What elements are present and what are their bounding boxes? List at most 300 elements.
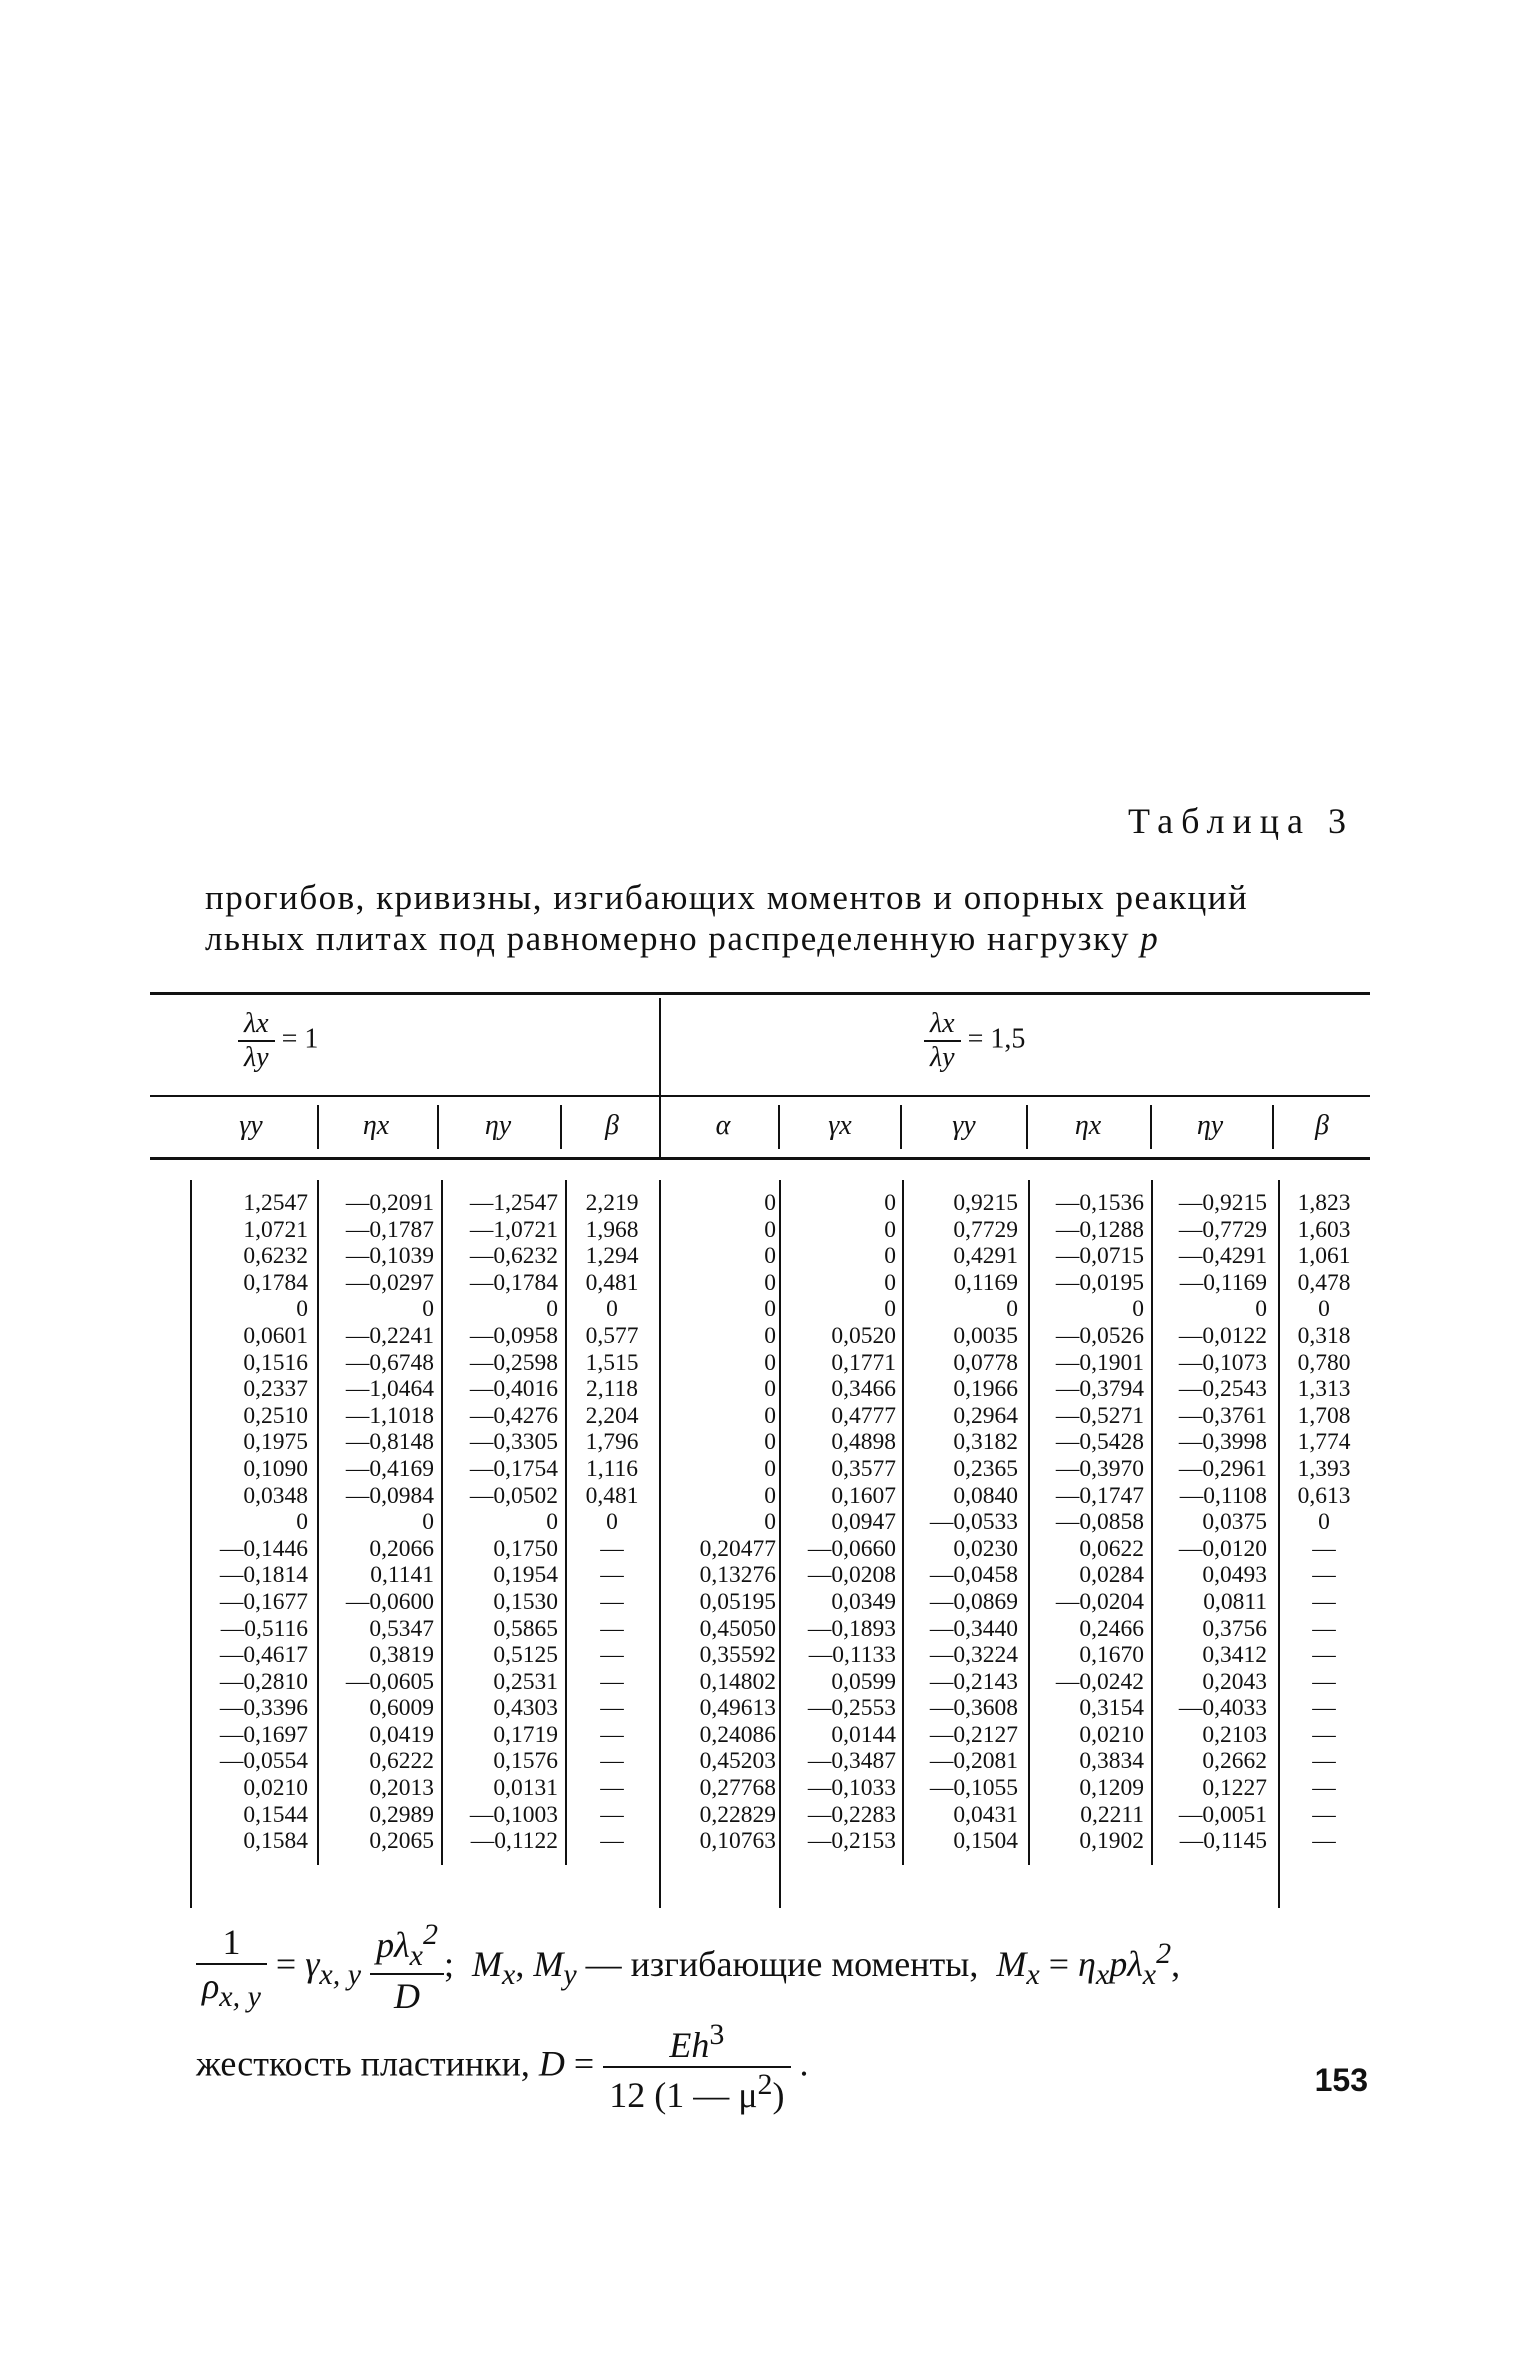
- table-cell: 0,1544: [243, 1801, 308, 1828]
- table-cell: 0: [1318, 1296, 1330, 1323]
- header-sep: [317, 1105, 319, 1149]
- table-cell: 0: [764, 1376, 776, 1403]
- column-right-gamma-y: [906, 1190, 1018, 1855]
- table-cell: —0,4276: [469, 1402, 558, 1429]
- table-cell: 0: [1318, 1509, 1330, 1536]
- table-cell: —: [1312, 1775, 1336, 1802]
- table-cell: —0,0458: [929, 1562, 1018, 1589]
- ratio-fraction-right: $\frac{\lambda x}{\lambda y}$: [924, 1008, 961, 1074]
- table-cell: —0,1145: [1179, 1828, 1267, 1855]
- column-rule: [902, 1180, 904, 1865]
- table-cell: —0,0715: [1055, 1243, 1144, 1270]
- table-cell: 0,2103: [1202, 1721, 1267, 1748]
- table-cell: —0,2127: [929, 1721, 1018, 1748]
- column-right-gamma-x: [784, 1190, 896, 1855]
- caption-line-2-text: льных плитах под равномерно распределенную нагрузку: [205, 919, 1130, 958]
- table-cell: —0,2081: [929, 1748, 1018, 1775]
- table-cell: 0,7729: [953, 1216, 1018, 1243]
- table-cell: 0: [764, 1243, 776, 1270]
- table-cell: —0,3440: [929, 1615, 1018, 1642]
- table-cell: 0,22829: [699, 1801, 776, 1828]
- column-left-beta: [568, 1190, 656, 1855]
- header-sep: [1272, 1105, 1274, 1149]
- table-cell: —0,1169: [1179, 1269, 1267, 1296]
- table-cell: —1,1018: [345, 1402, 434, 1429]
- table-cell: —0,5271: [1055, 1402, 1144, 1429]
- table-cell: —: [1312, 1721, 1336, 1748]
- table-cell: 0,2013: [369, 1775, 434, 1802]
- table-cell: —0,4033: [1178, 1695, 1267, 1722]
- table-cell: —0,1893: [807, 1615, 896, 1642]
- table-cell: 0: [884, 1190, 896, 1216]
- table-cell: —0,0051: [1178, 1801, 1267, 1828]
- table-cell: —0,5428: [1055, 1429, 1144, 1456]
- table-cell: 0,6009: [369, 1695, 434, 1722]
- footer-formula-1: $\frac{1}{\rho_{x, y}}$ = $\gamma_{x, y}$ $\frac{p\lambda_x^2}{D}$ ; $M_x$, $M_y$ — изгибающие моменты, $M_x = \eta_xp\lambda_x^2$,: [196, 1918, 1180, 2017]
- table-cell: 0,0419: [369, 1721, 434, 1748]
- table-cell: —1,0464: [345, 1376, 434, 1403]
- footer-formula-2: жесткость пластинки, D = $\frac{Eh^3}{12 (1 — \mu^2)}$ .: [196, 2018, 809, 2115]
- table-cell: 2,118: [585, 1376, 638, 1403]
- table-cell: —: [600, 1535, 624, 1562]
- table-cell: —0,2598: [469, 1349, 558, 1376]
- header-sep: [1150, 1105, 1152, 1149]
- table-cell: —0,1784: [469, 1269, 558, 1296]
- table-cell: 1,393: [1297, 1455, 1351, 1482]
- table-cell: 0,0284: [1079, 1562, 1144, 1589]
- table-cell: 0: [764, 1269, 776, 1296]
- table-cell: 0,2466: [1079, 1615, 1144, 1642]
- load-symbol: p: [1140, 919, 1160, 958]
- table-cell: 0,1771: [831, 1349, 896, 1376]
- header-left-eta-x: ηx: [362, 1110, 390, 1141]
- table-cell: 0,318: [1297, 1322, 1351, 1349]
- table-cell: 0: [764, 1429, 776, 1456]
- table-cell: 0,3756: [1202, 1615, 1267, 1642]
- column-rule: [1278, 1180, 1280, 1908]
- stiffness-fraction: $\frac{Eh^3}{12 (1 — \mu^2)}$: [603, 2018, 790, 2116]
- table-cell: 1,313: [1297, 1376, 1351, 1403]
- table-cell: 0,0375: [1202, 1509, 1267, 1536]
- table-cell: 0,5347: [369, 1615, 434, 1642]
- table-cell: 0,1954: [493, 1562, 558, 1589]
- table-cell: 1,823: [1297, 1190, 1351, 1216]
- table-cell: —0,1055: [929, 1775, 1018, 1802]
- table-cell: 0,0348: [243, 1482, 308, 1509]
- table-cell: —0,2283: [807, 1801, 896, 1828]
- table-cell: —0,0502: [469, 1482, 558, 1509]
- group-divider: [659, 998, 661, 1158]
- table-cell: —0,0122: [1178, 1322, 1267, 1349]
- table-cell: 1,294: [585, 1243, 639, 1270]
- table-cell: —0,3396: [219, 1695, 308, 1722]
- table-cell: —: [600, 1801, 624, 1828]
- table-cell: 0,2211: [1080, 1801, 1144, 1828]
- table-cell: 0,1966: [953, 1376, 1018, 1403]
- table-cell: 0,1209: [1079, 1775, 1144, 1802]
- table-cell: 0,2337: [243, 1376, 308, 1403]
- table-cell: —0,1039: [345, 1243, 434, 1270]
- load-fraction: $\frac{p\lambda_x^2}{D}$: [370, 1918, 444, 2017]
- table-cell: —0,0958: [469, 1322, 558, 1349]
- table-cell: —0,3608: [929, 1695, 1018, 1722]
- header-right-gamma-x: γx: [828, 1110, 852, 1141]
- page-number: 153: [1314, 2062, 1368, 2098]
- table-cell: —0,6232: [469, 1243, 558, 1270]
- table-cell: 0,4898: [831, 1429, 896, 1456]
- table-cell: 0,3834: [1079, 1748, 1144, 1775]
- table-cell: —0,6748: [345, 1349, 434, 1376]
- table-cell: 0,9215: [953, 1190, 1018, 1216]
- table-cell: 0: [764, 1509, 776, 1536]
- column-right-beta: [1282, 1190, 1366, 1855]
- table-cell: 0,1750: [493, 1535, 558, 1562]
- table-cell: —: [1312, 1748, 1336, 1775]
- header-right-eta-y: ηy: [1196, 1110, 1224, 1141]
- table-cell: —0,0984: [345, 1482, 434, 1509]
- table-cell: 0,3819: [369, 1642, 434, 1669]
- table-cell: 0: [606, 1509, 618, 1536]
- table-cell: 0,1719: [493, 1721, 558, 1748]
- table-cell: —0,2553: [807, 1695, 896, 1722]
- table-cell: —0,1288: [1055, 1216, 1144, 1243]
- table-cell: —0,0869: [929, 1588, 1018, 1615]
- table-cell: 0,1902: [1079, 1828, 1144, 1855]
- table-cell: 0: [296, 1296, 308, 1323]
- header-sep: [560, 1105, 562, 1149]
- table-cell: —0,2961: [1178, 1455, 1267, 1482]
- column-right-alpha: [664, 1190, 776, 1855]
- table-cell: 0,35592: [699, 1642, 776, 1669]
- table-cell: 0: [546, 1509, 558, 1536]
- table-cell: —0,2543: [1178, 1376, 1267, 1403]
- table-cell: 0,0601: [243, 1322, 308, 1349]
- table-cell: 0,1504: [953, 1828, 1018, 1855]
- table-cell: —0,0297: [345, 1269, 434, 1296]
- table-cell: —0,1003: [469, 1801, 558, 1828]
- header-right-beta: β: [1315, 1110, 1329, 1141]
- column-rule: [1151, 1180, 1153, 1865]
- table-cell: 0: [1255, 1296, 1267, 1323]
- table-cell: 0,0622: [1079, 1535, 1144, 1562]
- table-cell: 0: [764, 1482, 776, 1509]
- table-cell: —: [600, 1642, 624, 1669]
- table-cell: —0,1108: [1179, 1482, 1267, 1509]
- table-cell: 0,1584: [243, 1828, 308, 1855]
- table-cell: 0: [884, 1216, 896, 1243]
- header-sep: [1026, 1105, 1028, 1149]
- table-cell: 2,204: [585, 1402, 639, 1429]
- table-cell: 0,4303: [493, 1695, 558, 1722]
- table-cell: 0: [764, 1296, 776, 1323]
- table-cell: 0,1530: [493, 1588, 558, 1615]
- table-cell: 1,603: [1297, 1216, 1351, 1243]
- table-cell: —0,3761: [1178, 1402, 1267, 1429]
- table-cell: —0,0554: [219, 1748, 308, 1775]
- table-cell: —0,1677: [219, 1588, 308, 1615]
- curvature-fraction: $\frac{1}{\rho_{x, y}}$: [196, 1921, 267, 2014]
- table-cell: —0,2091: [345, 1190, 434, 1216]
- column-left-eta-y: [446, 1190, 558, 1855]
- table-cell: 0,3466: [831, 1376, 896, 1403]
- column-left-eta-x: [322, 1190, 434, 1855]
- table-cell: —0,1901: [1055, 1349, 1144, 1376]
- table-cell: 0: [884, 1243, 896, 1270]
- table-cell: —0,0660: [807, 1535, 896, 1562]
- table-cell: —: [1312, 1535, 1336, 1562]
- table-cell: 1,968: [585, 1216, 639, 1243]
- table-cell: 2,219: [585, 1190, 639, 1216]
- table-cell: 0: [422, 1296, 434, 1323]
- table-cell: 1,0721: [243, 1216, 308, 1243]
- table-cell: 0,780: [1297, 1349, 1351, 1376]
- table-cell: —0,1133: [808, 1642, 896, 1669]
- table-cell: 0,45050: [699, 1615, 776, 1642]
- table-top-rule: [150, 992, 1370, 995]
- table-cell: 0,0131: [493, 1775, 558, 1802]
- header-left-gamma-y: γy: [239, 1110, 263, 1141]
- table-cell: 1,2547: [243, 1190, 308, 1216]
- table-cell: —: [600, 1721, 624, 1748]
- table-cell: —: [600, 1695, 624, 1722]
- table-cell: —0,1747: [1055, 1482, 1144, 1509]
- table-cell: 0,478: [1297, 1269, 1351, 1296]
- table-cell: 0: [764, 1349, 776, 1376]
- column-rule: [317, 1180, 319, 1865]
- table-cell: 0,0840: [953, 1482, 1018, 1509]
- table-cell: 1,116: [585, 1455, 638, 1482]
- column-rule: [779, 1180, 781, 1908]
- table-cell: —0,3305: [469, 1429, 558, 1456]
- table-cell: 0,10763: [699, 1828, 776, 1855]
- table-cell: —0,2810: [219, 1668, 308, 1695]
- table-cell: 0,45203: [699, 1748, 776, 1775]
- table-cell: 0: [764, 1322, 776, 1349]
- table-cell: 0,0035: [953, 1322, 1018, 1349]
- table-cell: 0,0520: [831, 1322, 896, 1349]
- table-cell: 0,0811: [1203, 1588, 1267, 1615]
- table-cell: 0,2531: [493, 1668, 558, 1695]
- table-cell: 0: [764, 1455, 776, 1482]
- table-cell: 1,774: [1297, 1429, 1351, 1456]
- table-cell: 0,4777: [831, 1402, 896, 1429]
- group-header-left: $\frac{\lambda x}{\lambda y}$ = 1: [238, 1008, 318, 1074]
- table-cell: 0,2964: [953, 1402, 1018, 1429]
- table-cell: —: [600, 1615, 624, 1642]
- table-cell: —: [600, 1562, 624, 1589]
- table-cell: 0,2065: [369, 1828, 434, 1855]
- table-cell: 0,13276: [699, 1562, 776, 1589]
- table-cell: —: [1312, 1642, 1336, 1669]
- table-cell: 1,061: [1297, 1243, 1351, 1270]
- table-cell: 0: [764, 1190, 776, 1216]
- table-cell: 0,5125: [493, 1642, 558, 1669]
- table-cell: —0,3970: [1055, 1455, 1144, 1482]
- table-cell: 0: [606, 1296, 618, 1323]
- table-cell: —0,2241: [345, 1322, 434, 1349]
- table-cell: —0,4291: [1178, 1243, 1267, 1270]
- table-cell: 0,2989: [369, 1801, 434, 1828]
- table-cell: —0,3794: [1055, 1376, 1144, 1403]
- table-cell: —: [600, 1775, 624, 1802]
- table-cell: 1,796: [585, 1429, 639, 1456]
- header-right-gamma-y: γy: [952, 1110, 976, 1141]
- table-cell: 0,0349: [831, 1588, 896, 1615]
- table-cell: —: [1312, 1801, 1336, 1828]
- table-cell: 0,3182: [953, 1429, 1018, 1456]
- table-cell: 0,3577: [831, 1455, 896, 1482]
- table-cell: 0,05195: [699, 1588, 776, 1615]
- table-cell: —0,1446: [219, 1535, 308, 1562]
- moments-text: — изгибающие моменты,: [585, 1943, 979, 1984]
- column-right-eta-x: [1032, 1190, 1144, 1855]
- table-cell: 0,1576: [493, 1748, 558, 1775]
- table-cell: —0,9215: [1178, 1190, 1267, 1216]
- table-cell: 0,1169: [954, 1269, 1018, 1296]
- table-cell: —0,0858: [1055, 1509, 1144, 1536]
- table-cell: —: [1312, 1668, 1336, 1695]
- table-cell: 0: [884, 1296, 896, 1323]
- table-cell: 0: [764, 1402, 776, 1429]
- table-cell: —0,8148: [345, 1429, 434, 1456]
- table-cell: 0,14802: [699, 1668, 776, 1695]
- table-cell: 0: [884, 1269, 896, 1296]
- table-cell: 0,6232: [243, 1243, 308, 1270]
- column-right-eta-y: [1155, 1190, 1267, 1855]
- table-cell: 1,708: [1297, 1402, 1351, 1429]
- table-cell: —0,3998: [1178, 1429, 1267, 1456]
- table-cell: —0,0533: [929, 1509, 1018, 1536]
- table-cell: 0,0230: [953, 1535, 1018, 1562]
- table-cell: 0,1090: [243, 1455, 308, 1482]
- table-cell: 0,613: [1297, 1482, 1351, 1509]
- header-mid-rule: [150, 1095, 1370, 1097]
- table-cell: 0,1141: [370, 1562, 434, 1589]
- table-cell: —0,1787: [345, 1216, 434, 1243]
- table-cell: 0: [1132, 1296, 1144, 1323]
- table-cell: —0,3487: [807, 1748, 896, 1775]
- table-cell: 0,1516: [243, 1349, 308, 1376]
- table-cell: —0,0208: [807, 1562, 896, 1589]
- table-cell: 0,3412: [1202, 1642, 1267, 1669]
- column-left-gamma-y: [195, 1190, 308, 1855]
- column-rule: [659, 1180, 661, 1908]
- header-left-beta: β: [605, 1110, 619, 1141]
- column-rule: [190, 1180, 192, 1908]
- table-cell: —0,5116: [220, 1615, 308, 1642]
- group-header-right: $\frac{\lambda x}{\lambda y}$ = 1,5: [924, 1008, 1025, 1074]
- table-cell: 0,1607: [831, 1482, 896, 1509]
- table-cell: —1,0721: [469, 1216, 558, 1243]
- header-right-eta-x: ηx: [1074, 1110, 1102, 1141]
- table-cell: 0,27768: [699, 1775, 776, 1802]
- header-sep: [437, 1105, 439, 1149]
- table-cell: 0,2066: [369, 1535, 434, 1562]
- stiffness-text: жесткость пластинки,: [196, 2043, 530, 2084]
- table-cell: —0,3224: [929, 1642, 1018, 1669]
- table-cell: 0,481: [585, 1482, 639, 1509]
- table-cell: 0,2365: [953, 1455, 1018, 1482]
- header-bottom-rule: [150, 1157, 1370, 1160]
- header-sep: [900, 1105, 902, 1149]
- header-left-eta-y: ηy: [484, 1110, 512, 1141]
- table-cell: 0,49613: [699, 1695, 776, 1722]
- table-cell: 0: [764, 1216, 776, 1243]
- table-cell: —0,0204: [1055, 1588, 1144, 1615]
- table-cell: 0,2510: [243, 1402, 308, 1429]
- table-cell: 0,2043: [1202, 1668, 1267, 1695]
- caption-line-2: [205, 919, 1159, 959]
- table-cell: —0,2153: [807, 1828, 896, 1855]
- table-cell: —: [600, 1748, 624, 1775]
- table-cell: —0,0526: [1055, 1322, 1144, 1349]
- table-cell: 0,1975: [243, 1429, 308, 1456]
- table-cell: —0,0120: [1178, 1535, 1267, 1562]
- table-cell: —: [1312, 1615, 1336, 1642]
- table-cell: 0,0210: [1079, 1721, 1144, 1748]
- table-cell: —0,4169: [345, 1455, 434, 1482]
- table-cell: 0: [546, 1296, 558, 1323]
- table-cell: 0,577: [585, 1322, 639, 1349]
- table-cell: —0,1122: [470, 1828, 558, 1855]
- table-cell: —: [1312, 1562, 1336, 1589]
- table-cell: —1,2547: [469, 1190, 558, 1216]
- table-cell: 1,515: [585, 1349, 639, 1376]
- table-cell: 0: [296, 1509, 308, 1536]
- table-cell: 0,0493: [1202, 1562, 1267, 1589]
- ratio-fraction-left: $\frac{\lambda x}{\lambda y}$: [238, 1008, 275, 1074]
- table-cell: —: [600, 1588, 624, 1615]
- table-label: Таблица 3: [1128, 801, 1354, 841]
- table-cell: 0: [1006, 1296, 1018, 1323]
- table-cell: 0,24086: [699, 1721, 776, 1748]
- table-cell: —0,2143: [929, 1668, 1018, 1695]
- table-cell: —0,4617: [219, 1642, 308, 1669]
- table-cell: 0,0210: [243, 1775, 308, 1802]
- header-right-alpha: α: [715, 1110, 731, 1141]
- table-cell: 0,1670: [1079, 1642, 1144, 1669]
- column-rule: [565, 1180, 567, 1865]
- table-cell: —0,1814: [219, 1562, 308, 1589]
- table-cell: 0,20477: [699, 1535, 776, 1562]
- table-cell: —: [600, 1828, 624, 1855]
- table-cell: —0,0600: [345, 1588, 434, 1615]
- table-cell: 0,2662: [1202, 1748, 1267, 1775]
- table-cell: —: [1312, 1828, 1336, 1855]
- table-cell: 0,0431: [953, 1801, 1018, 1828]
- table-cell: —0,0605: [345, 1668, 434, 1695]
- table-cell: 0,0599: [831, 1668, 896, 1695]
- table-cell: —0,0242: [1055, 1668, 1144, 1695]
- caption-line-1: прогибов, кривизны, изгибающих моментов и опорных реакций: [205, 878, 1249, 917]
- table-cell: 0,5865: [493, 1615, 558, 1642]
- column-rule: [441, 1180, 443, 1865]
- table-cell: —0,1754: [469, 1455, 558, 1482]
- table-cell: —0,1033: [807, 1775, 896, 1802]
- table-cell: 0,481: [585, 1269, 639, 1296]
- table-cell: —: [600, 1668, 624, 1695]
- header-sep: [778, 1105, 780, 1149]
- table-cell: —0,0195: [1055, 1269, 1144, 1296]
- table-cell: 0,1784: [243, 1269, 308, 1296]
- table-cell: 0: [422, 1509, 434, 1536]
- table-cell: 0,0144: [831, 1721, 896, 1748]
- table-cell: —0,1073: [1178, 1349, 1267, 1376]
- table-cell: —0,4016: [469, 1376, 558, 1403]
- table-cell: 0,6222: [369, 1748, 434, 1775]
- table-cell: 0,0947: [831, 1509, 896, 1536]
- table-cell: —: [1312, 1588, 1336, 1615]
